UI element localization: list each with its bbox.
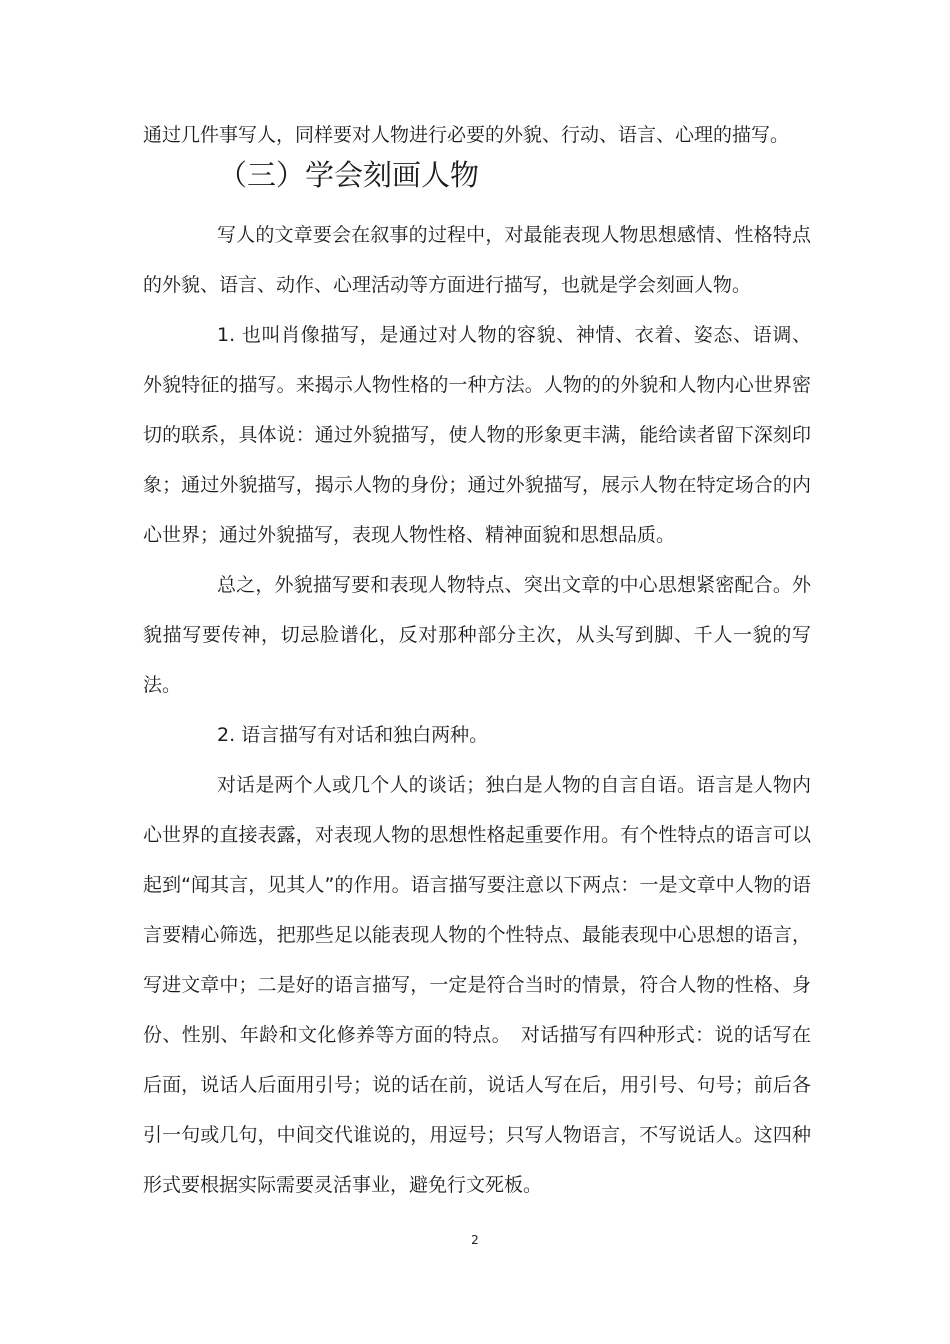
paragraph-intro: 写人的文章要会在叙事的过程中，对最能表现人物思想感情、性格特点的外貌、语言、动作、心理活动等方面进行描写，也就是学会刻画人物。 [143,224,811,296]
opening-line: 通过几件事写人，同样要对人物进行必要的外貌、行动、语言、心理的描写。 [143,124,790,146]
body-text [143,210,811,1210]
paragraph-summary: 总之，外貌描写要和表现人物特点、突出文章的中心思想紧密配合。外貌描写要传神，切忌脸谱化，反对那种部分主次，从头写到脚、千人一貌的写法。 [143,574,811,696]
paragraph-language-types: 2. 语言描写有对话和独白两种。 [217,724,489,746]
section-heading: （三）学会刻画人物 [218,158,480,192]
paragraph-dialogue: 对话是两个人或几个人的谈话；独白是人物的自言自语。语言是人物内心世界的直接表露，对表现人物的思想性格起重要作用。有个性特点的语言可以起到“闻其言，见其人”的作用。语言描写要注意以下两点：一是文章中人物的语言要精心筛选，把那些足以能表现人物的个性特点、最能表现中心思想的语言，写进文章中；二是好的语言描写，一定是符合当时的情景，符合人物的性格、身份、性别、年龄和文化修养等方面的特点。 对话描写有四种形式：说的话写在后面，说话人后面用引号；说的话在前，说话人写在后，用引号、句号；前后各引一句或几句，中间交代谁说的，用逗号；只写人物语言，不写说话人。这四种形式要根据实际需要灵活事业，避免行文死板。 [143,774,811,1196]
paragraph-appearance: 1. 也叫肖像描写，是通过对人物的容貌、神情、衣着、姿态、语调、外貌特征的描写。来揭示人物性格的一种方法。人物的的外貌和人物内心世界密切的联系，具体说：通过外貌描写，使人物的形象更丰满，能给读者留下深刻印象；通过外貌描写，揭示人物的身份；通过外貌描写，展示人物在特定场合的内心世界；通过外貌描写，表现人物性格、精神面貌和思想品质。 [143,324,811,546]
page-number: 2 [471,1233,479,1247]
